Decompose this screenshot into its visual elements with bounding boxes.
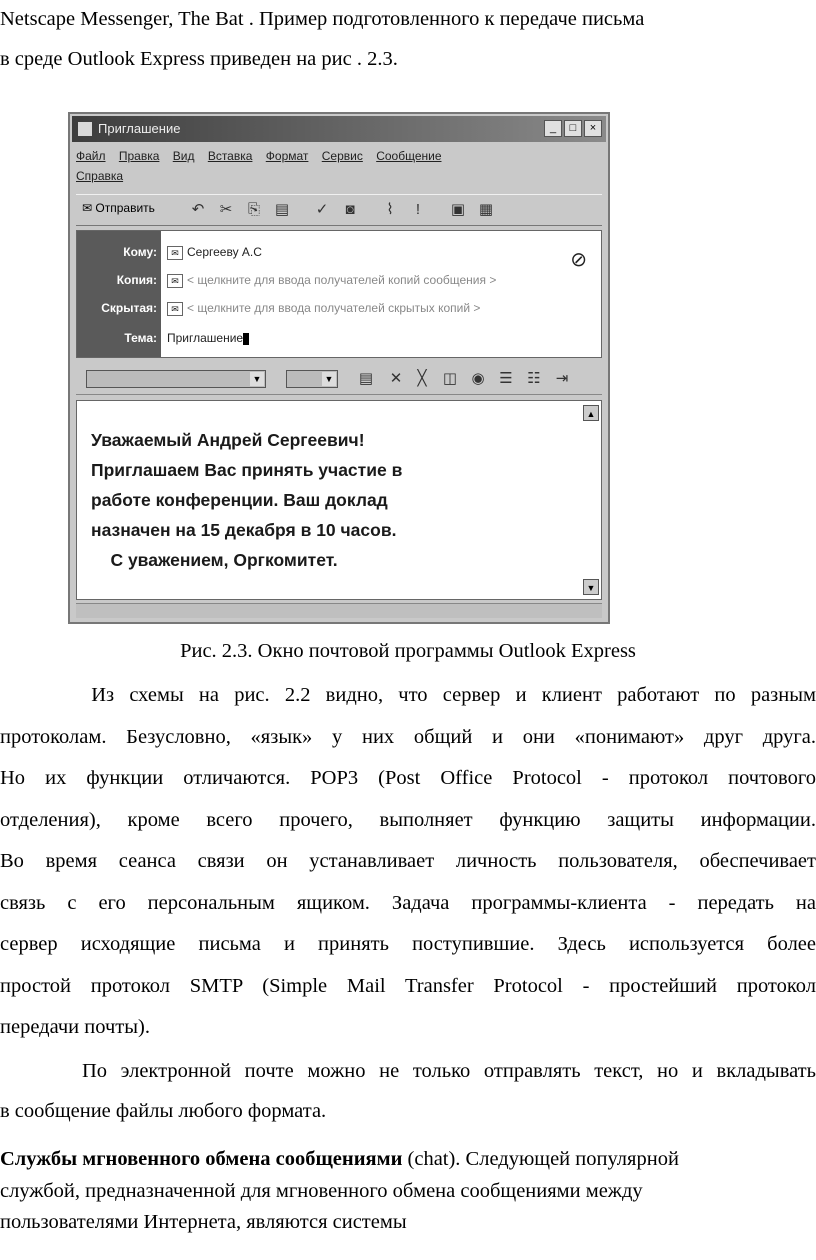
scroll-down-icon[interactable]: ▼ — [583, 579, 599, 595]
outlook-express-screenshot — [68, 112, 610, 624]
message-line: С уважением, Оргкомитет. — [91, 550, 338, 570]
menu-file[interactable]: Файл — [76, 149, 106, 163]
message-text — [91, 425, 402, 575]
subject-row — [77, 325, 601, 351]
message-line: Уважаемый Андрей Сергеевич! — [91, 430, 365, 450]
chevron-down-icon: ▼ — [322, 372, 336, 386]
cc-hint: < щелкните для ввода получателей копий сообщения > — [187, 273, 497, 287]
text-line: простой протокол SMTP (Simple Mail Transfer Protocol - простейший протокол — [0, 975, 816, 997]
text-line: сервер исходящие письма и принять поступившие. Здесь используется более — [0, 933, 816, 955]
menu-view[interactable]: Вид — [172, 149, 195, 163]
close-icon[interactable]: × — [584, 120, 602, 137]
subject-label: Тема: — [124, 331, 157, 345]
bold-icon[interactable]: ✕ — [389, 370, 403, 387]
cc-row — [77, 267, 601, 293]
message-line: Приглашаем Вас принять участие в — [91, 460, 403, 480]
address-book-icon: ✉ — [167, 274, 183, 288]
font-select[interactable] — [86, 370, 266, 388]
bcc-label[interactable]: Скрытая: — [101, 301, 157, 315]
chevron-down-icon: ▼ — [250, 372, 264, 386]
sign-icon[interactable]: ▣ — [450, 201, 466, 218]
status-bar — [76, 603, 602, 618]
menu-bar — [76, 146, 602, 186]
window-titlebar — [72, 116, 606, 142]
message-line: назначен на 15 декабря в 10 часов. — [91, 520, 397, 540]
text-line: По электронной почте можно не только отправлять текст, но и вкладывать — [0, 1060, 816, 1082]
text-line: передачи почты). — [0, 1016, 150, 1038]
copy-icon[interactable]: ⎘ — [247, 201, 260, 218]
priority-icon[interactable]: ! — [415, 201, 421, 218]
subject-value: Приглашение — [167, 331, 244, 345]
paste-icon[interactable]: ▤ — [274, 201, 290, 218]
cut-icon[interactable]: ✂ — [219, 201, 233, 218]
bcc-field[interactable] — [167, 295, 571, 321]
text-line: связь с его персональным ящиком. Задача программы-клиента - передать на — [0, 892, 816, 914]
to-row — [77, 239, 601, 265]
address-book-icon: ✉ — [167, 302, 183, 316]
font-color-icon[interactable]: ◉ — [471, 370, 485, 387]
message-body[interactable] — [76, 400, 602, 600]
text-line: в среде Outlook Express приведен на рис . 2.3. — [0, 48, 398, 70]
bcc-row — [77, 295, 601, 321]
bcc-hint: < щелкните для ввода получателей скрытых копий > — [187, 301, 481, 315]
subject-field[interactable] — [167, 325, 571, 351]
text-line: Netscape Messenger, The Bat . Пример подготовленного к передаче письма — [0, 8, 645, 30]
figure-caption: Рис. 2.3. Окно почтовой программы Outlook Express — [180, 640, 636, 662]
menu-format[interactable]: Формат — [265, 149, 309, 163]
text-line: в сообщение файлы любого формата. — [0, 1100, 327, 1122]
to-label[interactable]: Кому: — [123, 245, 157, 259]
section-heading-rest: (chat). Следующей популярной — [402, 1148, 679, 1170]
menu-insert[interactable]: Вставка — [207, 149, 253, 163]
to-value: Сергееву А.С — [187, 245, 262, 259]
message-line: работе конференции. Ваш доклад — [91, 490, 388, 510]
underline-icon[interactable]: ◫ — [442, 370, 458, 387]
text-cursor — [243, 333, 249, 345]
text-line: протоколам. Безусловно, «язык» у них общий и они «понимают» друг друга. — [0, 726, 816, 748]
spelling-icon[interactable]: ◙ — [345, 201, 355, 218]
maximize-icon[interactable]: □ — [564, 120, 582, 137]
encrypt-icon[interactable]: ▦ — [478, 201, 494, 218]
menu-message[interactable]: Сообщение — [376, 149, 442, 163]
section-heading: Службы мгновенного обмена сообщениями — [0, 1148, 403, 1170]
address-book-icon: ✉ — [167, 246, 183, 260]
toolbar — [76, 194, 602, 226]
format-toolbar — [76, 364, 602, 395]
text-line: Во время сеанса связи он устанавливает личность пользователя, обеспечивает — [0, 850, 816, 872]
section-line — [0, 1148, 816, 1171]
check-names-icon[interactable]: ✓ — [315, 201, 329, 218]
menu-tools[interactable]: Сервис — [321, 149, 363, 163]
menu-help[interactable]: Справка — [76, 169, 124, 183]
to-field[interactable] — [167, 239, 571, 265]
font-size-select[interactable] — [286, 370, 338, 388]
indent-icon[interactable]: ⇥ — [555, 370, 569, 387]
style-icon[interactable]: ▤ — [358, 370, 374, 387]
text-line: отделения), кроме всего прочего, выполняет функцию защиты информации. — [0, 809, 816, 831]
text-line: пользователями Интернета, являются системы — [0, 1211, 407, 1233]
window-icon — [78, 122, 92, 136]
text-line: Из схемы на рис. 2.2 видно, что сервер и клиент работают по разным — [0, 684, 816, 706]
cc-label[interactable]: Копия: — [116, 273, 157, 287]
menu-edit[interactable]: Правка — [118, 149, 160, 163]
minimize-icon[interactable]: _ — [544, 120, 562, 137]
bullets-icon[interactable]: ☷ — [527, 370, 541, 387]
send-button[interactable]: ✉ Отправить — [82, 201, 155, 215]
text-line: Но их функции отличаются. POP3 (Post Office Protocol - протокол почтового — [0, 767, 816, 789]
text-line: службой, предназначенной для мгновенного обмена сообщениями между — [0, 1180, 643, 1202]
paperclip-icon: ⊘ — [570, 249, 587, 271]
italic-icon[interactable]: ╳ — [417, 370, 427, 387]
attach-icon[interactable]: ⌇ — [386, 201, 394, 218]
window-title: Приглашение — [98, 121, 181, 136]
scroll-up-icon[interactable]: ▲ — [583, 405, 599, 421]
message-headers — [76, 230, 602, 358]
send-label: Отправить — [95, 201, 155, 215]
cc-field[interactable] — [167, 267, 571, 293]
numbering-icon[interactable]: ☰ — [499, 370, 513, 387]
undo-icon[interactable]: ↶ — [191, 201, 205, 218]
